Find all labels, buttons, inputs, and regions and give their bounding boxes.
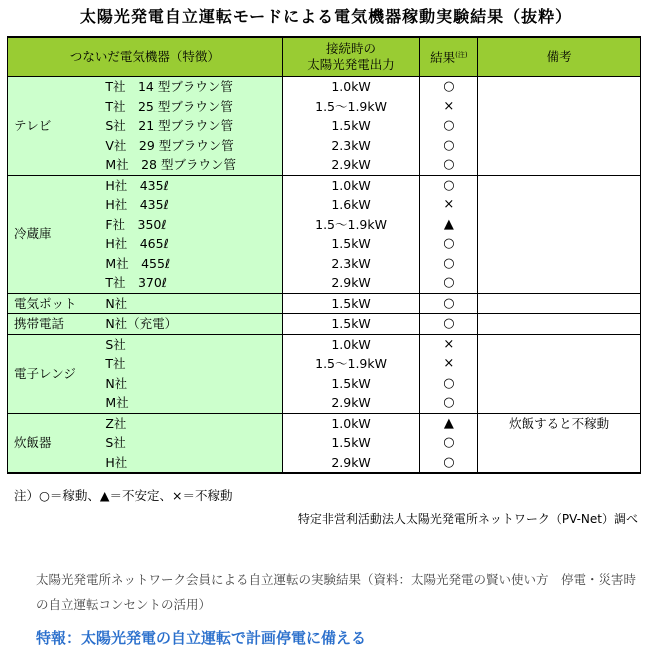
device-model: T社 370ℓ	[97, 273, 282, 293]
table-row	[8, 175, 641, 195]
result-symbol: ○	[420, 77, 478, 97]
remark-text	[478, 433, 641, 453]
output-value: 1.5kW	[282, 293, 420, 314]
device-model: V社 29 型ブラウン管	[97, 136, 282, 156]
header-result-label: 結果	[430, 50, 456, 66]
device-category: 炊飯器	[8, 413, 98, 473]
remark-text	[478, 374, 641, 394]
header-output-line2: 太陽光発電出力	[307, 57, 395, 72]
remark-text	[478, 273, 641, 293]
output-value: 1.5～1.9kW	[282, 97, 420, 117]
device-model: N社（充電）	[97, 314, 282, 335]
table-row	[8, 254, 641, 274]
result-symbol: ○	[420, 136, 478, 156]
output-value: 1.0kW	[282, 334, 420, 354]
caption-text: 太陽光発電所ネットワーク会員による自立運転の実験結果（資料：太陽光発電の賢い使い方 停電・災害時の自立運転コンセントの活用）	[36, 572, 637, 612]
header-output	[282, 37, 420, 77]
results-table	[7, 36, 641, 474]
device-model: T社	[97, 354, 282, 374]
remark-text	[478, 393, 641, 413]
table-row	[8, 77, 641, 97]
device-model: T社 14 型ブラウン管	[97, 77, 282, 97]
table-row	[8, 413, 641, 433]
result-symbol: ×	[420, 354, 478, 374]
remark-text	[478, 254, 641, 274]
remark-text	[478, 195, 641, 215]
output-value: 1.5kW	[282, 433, 420, 453]
remark-text	[478, 136, 641, 156]
device-model: H社 435ℓ	[97, 195, 282, 215]
header-result	[420, 37, 478, 77]
output-value: 2.3kW	[282, 254, 420, 274]
result-symbol: ○	[420, 433, 478, 453]
result-symbol: ×	[420, 195, 478, 215]
table-row	[8, 293, 641, 314]
table-row	[8, 433, 641, 453]
remark-text	[478, 116, 641, 136]
table-row	[8, 374, 641, 394]
device-model: M社	[97, 393, 282, 413]
result-symbol: ○	[420, 234, 478, 254]
result-symbol: ▲	[420, 413, 478, 433]
device-model: M社 455ℓ	[97, 254, 282, 274]
table-row	[8, 393, 641, 413]
page-title: 太陽光発電自立運転モードによる電気機器稼動実験結果（抜粋）	[79, 7, 573, 26]
device-model: Z社	[97, 413, 282, 433]
table-header-row	[8, 37, 641, 77]
device-model: F社 350ℓ	[97, 215, 282, 235]
remark-text	[478, 314, 641, 335]
feature-link[interactable]: 特報：太陽光発電の自立運転で計画停電に備える	[36, 629, 367, 647]
table-row	[8, 314, 641, 335]
header-device: つないだ電気機器（特徴）	[8, 37, 283, 77]
table-row	[8, 116, 641, 136]
output-value: 1.5kW	[282, 314, 420, 335]
result-symbol: ○	[420, 116, 478, 136]
output-value: 2.3kW	[282, 136, 420, 156]
table-row	[8, 354, 641, 374]
remark-text	[478, 77, 641, 97]
result-symbol: ○	[420, 254, 478, 274]
header-result-note-mark: (注)	[455, 51, 468, 60]
device-model: N社	[97, 293, 282, 314]
device-model: M社 28 型ブラウン管	[97, 155, 282, 175]
device-model: H社	[97, 453, 282, 474]
result-symbol: ○	[420, 273, 478, 293]
table-row	[8, 453, 641, 474]
remark-text	[478, 293, 641, 314]
source-credit: 特定非営利活動法人太陽光発電所ネットワーク（PV-Net）調べ	[297, 512, 638, 526]
output-value: 2.9kW	[282, 393, 420, 413]
table-row	[8, 155, 641, 175]
table-row	[8, 136, 641, 156]
result-symbol: ○	[420, 293, 478, 314]
result-symbol: ○	[420, 155, 478, 175]
remark-text	[478, 175, 641, 195]
remark-text	[478, 453, 641, 474]
table-row	[8, 334, 641, 354]
result-symbol: ×	[420, 97, 478, 117]
device-model: S社	[97, 433, 282, 453]
table-row	[8, 215, 641, 235]
device-category: テレビ	[8, 77, 98, 176]
device-category: 電子レンジ	[8, 334, 98, 413]
output-value: 1.6kW	[282, 195, 420, 215]
output-value: 1.0kW	[282, 413, 420, 433]
result-symbol: ○	[420, 374, 478, 394]
legend-note: 注）○＝稼動、▲＝不安定、×＝不稼動	[14, 488, 233, 503]
table-row	[8, 273, 641, 293]
remark-text	[478, 97, 641, 117]
result-symbol: ○	[420, 393, 478, 413]
device-model: S社	[97, 334, 282, 354]
output-value: 1.5～1.9kW	[282, 354, 420, 374]
output-value: 1.5～1.9kW	[282, 215, 420, 235]
result-symbol: ○	[420, 175, 478, 195]
result-symbol: ○	[420, 314, 478, 335]
output-value: 1.0kW	[282, 77, 420, 97]
output-value: 1.0kW	[282, 175, 420, 195]
remark-text	[478, 215, 641, 235]
output-value: 1.5kW	[282, 234, 420, 254]
device-model: H社 465ℓ	[97, 234, 282, 254]
result-symbol: ▲	[420, 215, 478, 235]
remark-text: 炊飯すると不稼動	[478, 413, 641, 433]
remark-text	[478, 234, 641, 254]
device-model: T社 25 型ブラウン管	[97, 97, 282, 117]
device-category: 冷蔵庫	[8, 175, 98, 293]
output-value: 2.9kW	[282, 273, 420, 293]
result-symbol: ○	[420, 453, 478, 474]
device-model: H社 435ℓ	[97, 175, 282, 195]
remark-text	[478, 155, 641, 175]
table-row	[8, 234, 641, 254]
remark-text	[478, 354, 641, 374]
device-model: S社 21 型ブラウン管	[97, 116, 282, 136]
device-category: 携帯電話	[8, 314, 98, 335]
output-value: 2.9kW	[282, 155, 420, 175]
output-value: 2.9kW	[282, 453, 420, 474]
device-model: N社	[97, 374, 282, 394]
table-row	[8, 195, 641, 215]
device-category: 電気ポット	[8, 293, 98, 314]
remark-text	[478, 334, 641, 354]
output-value: 1.5kW	[282, 374, 420, 394]
result-symbol: ×	[420, 334, 478, 354]
header-output-line1: 接続時の	[326, 41, 377, 56]
output-value: 1.5kW	[282, 116, 420, 136]
table-row	[8, 97, 641, 117]
header-remarks: 備考	[478, 37, 641, 77]
